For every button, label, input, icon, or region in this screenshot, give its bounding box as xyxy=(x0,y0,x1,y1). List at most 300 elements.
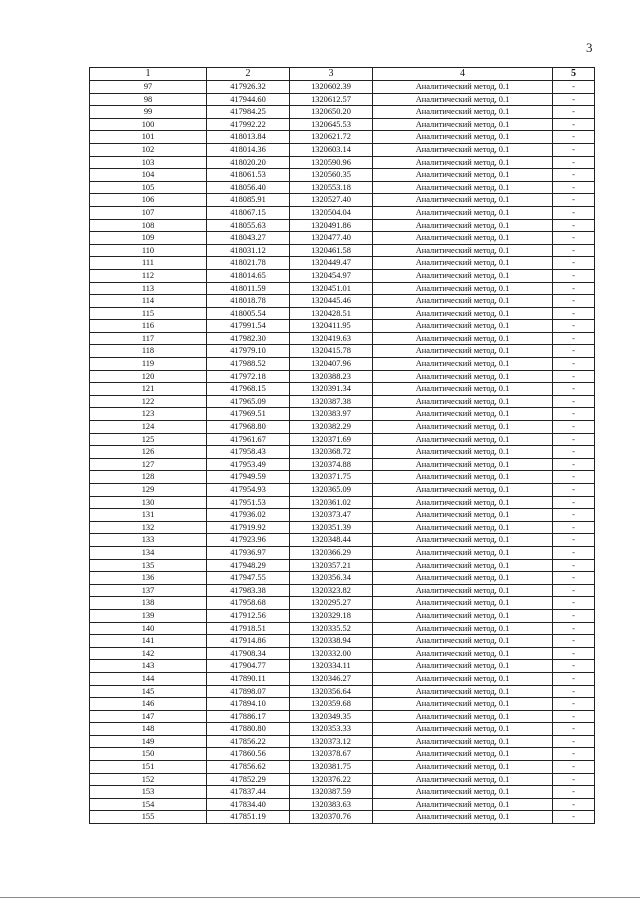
note-cell: - xyxy=(553,698,595,711)
method-cell: Аналитический метод, 0.1 xyxy=(373,332,553,345)
method-cell: Аналитический метод, 0.1 xyxy=(373,219,553,232)
method-cell: Аналитический метод, 0.1 xyxy=(373,345,553,358)
note-cell: - xyxy=(553,584,595,597)
x-coordinate-cell: 417919.92 xyxy=(207,521,290,534)
point-number-cell: 148 xyxy=(90,723,207,736)
table-row xyxy=(90,81,595,94)
method-cell: Аналитический метод, 0.1 xyxy=(373,484,553,497)
note-cell: - xyxy=(553,370,595,383)
note-cell: - xyxy=(553,484,595,497)
table-row xyxy=(90,609,595,622)
point-number-cell: 97 xyxy=(90,81,207,94)
note-cell: - xyxy=(553,206,595,219)
point-number-cell: 106 xyxy=(90,194,207,207)
note-cell: - xyxy=(553,295,595,308)
coordinates-table xyxy=(89,67,595,824)
point-number-cell: 149 xyxy=(90,735,207,748)
point-number-cell: 116 xyxy=(90,320,207,333)
method-cell: Аналитический метод, 0.1 xyxy=(373,672,553,685)
note-cell: - xyxy=(553,408,595,421)
note-cell: - xyxy=(553,609,595,622)
x-coordinate-cell: 418013.84 xyxy=(207,131,290,144)
x-coordinate-cell: 417979.10 xyxy=(207,345,290,358)
y-coordinate-cell: 1320323.82 xyxy=(290,584,373,597)
y-coordinate-cell: 1320491.86 xyxy=(290,219,373,232)
note-cell: - xyxy=(553,320,595,333)
x-coordinate-cell: 418018.78 xyxy=(207,295,290,308)
note-cell: - xyxy=(553,156,595,169)
y-coordinate-cell: 1320590.96 xyxy=(290,156,373,169)
note-cell: - xyxy=(553,358,595,371)
point-number-cell: 130 xyxy=(90,496,207,509)
point-number-cell: 103 xyxy=(90,156,207,169)
method-cell: Аналитический метод, 0.1 xyxy=(373,546,553,559)
table-row xyxy=(90,798,595,811)
x-coordinate-cell: 418014.36 xyxy=(207,143,290,156)
table-row xyxy=(90,471,595,484)
table-row xyxy=(90,735,595,748)
x-coordinate-cell: 417948.29 xyxy=(207,559,290,572)
method-cell: Аналитический метод, 0.1 xyxy=(373,685,553,698)
note-cell: - xyxy=(553,345,595,358)
note-cell: - xyxy=(553,710,595,723)
note-cell: - xyxy=(553,735,595,748)
point-number-cell: 126 xyxy=(90,446,207,459)
note-cell: - xyxy=(553,748,595,761)
y-coordinate-cell: 1320650.20 xyxy=(290,106,373,119)
point-number-cell: 112 xyxy=(90,269,207,282)
x-coordinate-cell: 417918.51 xyxy=(207,622,290,635)
note-cell: - xyxy=(553,433,595,446)
table-row xyxy=(90,295,595,308)
method-cell: Аналитический метод, 0.1 xyxy=(373,521,553,534)
y-coordinate-cell: 1320645.53 xyxy=(290,118,373,131)
table-row xyxy=(90,496,595,509)
y-coordinate-cell: 1320553.18 xyxy=(290,181,373,194)
note-cell: - xyxy=(553,798,595,811)
y-coordinate-cell: 1320445.46 xyxy=(290,295,373,308)
table-row xyxy=(90,332,595,345)
x-coordinate-cell: 417926.32 xyxy=(207,81,290,94)
x-coordinate-cell: 417912.56 xyxy=(207,609,290,622)
method-cell: Аналитический метод, 0.1 xyxy=(373,609,553,622)
table-row xyxy=(90,761,595,774)
y-coordinate-cell: 1320621.72 xyxy=(290,131,373,144)
method-cell: Аналитический метод, 0.1 xyxy=(373,559,553,572)
method-cell: Аналитический метод, 0.1 xyxy=(373,282,553,295)
table-row xyxy=(90,521,595,534)
table-row xyxy=(90,395,595,408)
x-coordinate-cell: 418011.59 xyxy=(207,282,290,295)
x-coordinate-cell: 418005.54 xyxy=(207,307,290,320)
method-cell: Аналитический метод, 0.1 xyxy=(373,458,553,471)
table-row xyxy=(90,370,595,383)
method-cell: Аналитический метод, 0.1 xyxy=(373,433,553,446)
point-number-cell: 113 xyxy=(90,282,207,295)
y-coordinate-cell: 1320451.01 xyxy=(290,282,373,295)
method-cell: Аналитический метод, 0.1 xyxy=(373,622,553,635)
x-coordinate-cell: 417860.56 xyxy=(207,748,290,761)
point-number-cell: 134 xyxy=(90,546,207,559)
x-coordinate-cell: 417944.60 xyxy=(207,93,290,106)
point-number-cell: 118 xyxy=(90,345,207,358)
note-cell: - xyxy=(553,458,595,471)
note-cell: - xyxy=(553,446,595,459)
table-row xyxy=(90,358,595,371)
x-coordinate-cell: 417965.09 xyxy=(207,395,290,408)
x-coordinate-cell: 417908.34 xyxy=(207,647,290,660)
y-coordinate-cell: 1320371.69 xyxy=(290,433,373,446)
note-cell: - xyxy=(553,269,595,282)
column-header-4: 4 xyxy=(373,68,553,81)
method-cell: Аналитический метод, 0.1 xyxy=(373,811,553,824)
table-row xyxy=(90,660,595,673)
point-number-cell: 110 xyxy=(90,244,207,257)
y-coordinate-cell: 1320382.29 xyxy=(290,421,373,434)
table-row xyxy=(90,194,595,207)
note-cell: - xyxy=(553,395,595,408)
method-cell: Аналитический метод, 0.1 xyxy=(373,534,553,547)
note-cell: - xyxy=(553,244,595,257)
table-body xyxy=(90,81,595,824)
method-cell: Аналитический метод, 0.1 xyxy=(373,358,553,371)
method-cell: Аналитический метод, 0.1 xyxy=(373,269,553,282)
x-coordinate-cell: 417982.30 xyxy=(207,332,290,345)
point-number-cell: 153 xyxy=(90,786,207,799)
column-header-1: 1 xyxy=(90,68,207,81)
y-coordinate-cell: 1320504.04 xyxy=(290,206,373,219)
table-row xyxy=(90,723,595,736)
method-cell: Аналитический метод, 0.1 xyxy=(373,395,553,408)
point-number-cell: 155 xyxy=(90,811,207,824)
note-cell: - xyxy=(553,622,595,635)
method-cell: Аналитический метод, 0.1 xyxy=(373,471,553,484)
x-coordinate-cell: 417837.44 xyxy=(207,786,290,799)
point-number-cell: 122 xyxy=(90,395,207,408)
note-cell: - xyxy=(553,143,595,156)
y-coordinate-cell: 1320419.63 xyxy=(290,332,373,345)
y-coordinate-cell: 1320332.00 xyxy=(290,647,373,660)
point-number-cell: 151 xyxy=(90,761,207,774)
y-coordinate-cell: 1320415.78 xyxy=(290,345,373,358)
y-coordinate-cell: 1320454.97 xyxy=(290,269,373,282)
point-number-cell: 140 xyxy=(90,622,207,635)
x-coordinate-cell: 418061.53 xyxy=(207,169,290,182)
table-row xyxy=(90,647,595,660)
note-cell: - xyxy=(553,219,595,232)
y-coordinate-cell: 1320335.52 xyxy=(290,622,373,635)
method-cell: Аналитический метод, 0.1 xyxy=(373,156,553,169)
point-number-cell: 129 xyxy=(90,484,207,497)
point-number-cell: 123 xyxy=(90,408,207,421)
point-number-cell: 152 xyxy=(90,773,207,786)
note-cell: - xyxy=(553,597,595,610)
x-coordinate-cell: 418021.78 xyxy=(207,257,290,270)
point-number-cell: 108 xyxy=(90,219,207,232)
method-cell: Аналитический метод, 0.1 xyxy=(373,370,553,383)
note-cell: - xyxy=(553,635,595,648)
x-coordinate-cell: 417954.93 xyxy=(207,484,290,497)
x-coordinate-cell: 417988.52 xyxy=(207,358,290,371)
point-number-cell: 107 xyxy=(90,206,207,219)
table-row xyxy=(90,786,595,799)
method-cell: Аналитический метод, 0.1 xyxy=(373,383,553,396)
table-header-row xyxy=(90,68,595,81)
note-cell: - xyxy=(553,647,595,660)
point-number-cell: 150 xyxy=(90,748,207,761)
table-row xyxy=(90,269,595,282)
method-cell: Аналитический метод, 0.1 xyxy=(373,597,553,610)
point-number-cell: 138 xyxy=(90,597,207,610)
method-cell: Аналитический метод, 0.1 xyxy=(373,572,553,585)
note-cell: - xyxy=(553,534,595,547)
method-cell: Аналитический метод, 0.1 xyxy=(373,421,553,434)
table-row xyxy=(90,206,595,219)
method-cell: Аналитический метод, 0.1 xyxy=(373,496,553,509)
note-cell: - xyxy=(553,118,595,131)
y-coordinate-cell: 1320387.38 xyxy=(290,395,373,408)
y-coordinate-cell: 1320374.88 xyxy=(290,458,373,471)
point-number-cell: 127 xyxy=(90,458,207,471)
y-coordinate-cell: 1320359.68 xyxy=(290,698,373,711)
y-coordinate-cell: 1320381.75 xyxy=(290,761,373,774)
method-cell: Аналитический метод, 0.1 xyxy=(373,307,553,320)
x-coordinate-cell: 417983.38 xyxy=(207,584,290,597)
y-coordinate-cell: 1320461.58 xyxy=(290,244,373,257)
point-number-cell: 136 xyxy=(90,572,207,585)
y-coordinate-cell: 1320353.33 xyxy=(290,723,373,736)
point-number-cell: 132 xyxy=(90,521,207,534)
table-row xyxy=(90,383,595,396)
x-coordinate-cell: 417951.53 xyxy=(207,496,290,509)
y-coordinate-cell: 1320383.97 xyxy=(290,408,373,421)
table-row xyxy=(90,408,595,421)
method-cell: Аналитический метод, 0.1 xyxy=(373,408,553,421)
table-row xyxy=(90,433,595,446)
method-cell: Аналитический метод, 0.1 xyxy=(373,194,553,207)
point-number-cell: 124 xyxy=(90,421,207,434)
y-coordinate-cell: 1320527.40 xyxy=(290,194,373,207)
y-coordinate-cell: 1320602.39 xyxy=(290,81,373,94)
method-cell: Аналитический метод, 0.1 xyxy=(373,143,553,156)
x-coordinate-cell: 417898.07 xyxy=(207,685,290,698)
x-coordinate-cell: 417991.54 xyxy=(207,320,290,333)
point-number-cell: 100 xyxy=(90,118,207,131)
point-number-cell: 99 xyxy=(90,106,207,119)
y-coordinate-cell: 1320361.02 xyxy=(290,496,373,509)
x-coordinate-cell: 417904.77 xyxy=(207,660,290,673)
table-row xyxy=(90,307,595,320)
point-number-cell: 135 xyxy=(90,559,207,572)
method-cell: Аналитический метод, 0.1 xyxy=(373,169,553,182)
x-coordinate-cell: 417958.68 xyxy=(207,597,290,610)
method-cell: Аналитический метод, 0.1 xyxy=(373,106,553,119)
y-coordinate-cell: 1320373.12 xyxy=(290,735,373,748)
x-coordinate-cell: 417936.02 xyxy=(207,509,290,522)
x-coordinate-cell: 417856.62 xyxy=(207,761,290,774)
y-coordinate-cell: 1320329.18 xyxy=(290,609,373,622)
table-row xyxy=(90,458,595,471)
note-cell: - xyxy=(553,81,595,94)
y-coordinate-cell: 1320338.94 xyxy=(290,635,373,648)
y-coordinate-cell: 1320391.34 xyxy=(290,383,373,396)
note-cell: - xyxy=(553,332,595,345)
note-cell: - xyxy=(553,131,595,144)
y-coordinate-cell: 1320366.29 xyxy=(290,546,373,559)
x-coordinate-cell: 418020.20 xyxy=(207,156,290,169)
point-number-cell: 154 xyxy=(90,798,207,811)
method-cell: Аналитический метод, 0.1 xyxy=(373,320,553,333)
y-coordinate-cell: 1320371.75 xyxy=(290,471,373,484)
method-cell: Аналитический метод, 0.1 xyxy=(373,660,553,673)
x-coordinate-cell: 417886.17 xyxy=(207,710,290,723)
table-row xyxy=(90,698,595,711)
y-coordinate-cell: 1320370.76 xyxy=(290,811,373,824)
table-row xyxy=(90,509,595,522)
table-row xyxy=(90,143,595,156)
table-row xyxy=(90,546,595,559)
x-coordinate-cell: 417949.59 xyxy=(207,471,290,484)
point-number-cell: 125 xyxy=(90,433,207,446)
note-cell: - xyxy=(553,509,595,522)
method-cell: Аналитический метод, 0.1 xyxy=(373,798,553,811)
point-number-cell: 117 xyxy=(90,332,207,345)
x-coordinate-cell: 417968.15 xyxy=(207,383,290,396)
x-coordinate-cell: 417834.40 xyxy=(207,798,290,811)
note-cell: - xyxy=(553,169,595,182)
y-coordinate-cell: 1320388.23 xyxy=(290,370,373,383)
y-coordinate-cell: 1320411.95 xyxy=(290,320,373,333)
x-coordinate-cell: 418014.65 xyxy=(207,269,290,282)
x-coordinate-cell: 418056.40 xyxy=(207,181,290,194)
table-row xyxy=(90,131,595,144)
note-cell: - xyxy=(553,811,595,824)
x-coordinate-cell: 417961.67 xyxy=(207,433,290,446)
y-coordinate-cell: 1320449.47 xyxy=(290,257,373,270)
x-coordinate-cell: 417914.86 xyxy=(207,635,290,648)
point-number-cell: 131 xyxy=(90,509,207,522)
column-header-5: 5 xyxy=(553,68,595,81)
table-row xyxy=(90,232,595,245)
note-cell: - xyxy=(553,181,595,194)
y-coordinate-cell: 1320346.27 xyxy=(290,672,373,685)
x-coordinate-cell: 417851.19 xyxy=(207,811,290,824)
point-number-cell: 119 xyxy=(90,358,207,371)
method-cell: Аналитический метод, 0.1 xyxy=(373,244,553,257)
x-coordinate-cell: 417890.11 xyxy=(207,672,290,685)
table-row xyxy=(90,534,595,547)
table-row xyxy=(90,93,595,106)
note-cell: - xyxy=(553,723,595,736)
table-row xyxy=(90,484,595,497)
point-number-cell: 120 xyxy=(90,370,207,383)
point-number-cell: 142 xyxy=(90,647,207,660)
table-row xyxy=(90,622,595,635)
note-cell: - xyxy=(553,572,595,585)
y-coordinate-cell: 1320373.47 xyxy=(290,509,373,522)
y-coordinate-cell: 1320334.11 xyxy=(290,660,373,673)
x-coordinate-cell: 417947.55 xyxy=(207,572,290,585)
point-number-cell: 105 xyxy=(90,181,207,194)
y-coordinate-cell: 1320376.22 xyxy=(290,773,373,786)
point-number-cell: 144 xyxy=(90,672,207,685)
x-coordinate-cell: 417992.22 xyxy=(207,118,290,131)
note-cell: - xyxy=(553,773,595,786)
x-coordinate-cell: 418031.12 xyxy=(207,244,290,257)
table-row xyxy=(90,572,595,585)
x-coordinate-cell: 418067.15 xyxy=(207,206,290,219)
method-cell: Аналитический метод, 0.1 xyxy=(373,295,553,308)
point-number-cell: 128 xyxy=(90,471,207,484)
x-coordinate-cell: 417958.43 xyxy=(207,446,290,459)
method-cell: Аналитический метод, 0.1 xyxy=(373,723,553,736)
method-cell: Аналитический метод, 0.1 xyxy=(373,584,553,597)
y-coordinate-cell: 1320477.40 xyxy=(290,232,373,245)
x-coordinate-cell: 418043.27 xyxy=(207,232,290,245)
point-number-cell: 98 xyxy=(90,93,207,106)
note-cell: - xyxy=(553,257,595,270)
y-coordinate-cell: 1320357.21 xyxy=(290,559,373,572)
note-cell: - xyxy=(553,546,595,559)
table-row xyxy=(90,597,595,610)
note-cell: - xyxy=(553,660,595,673)
method-cell: Аналитический метод, 0.1 xyxy=(373,773,553,786)
table-row xyxy=(90,748,595,761)
method-cell: Аналитический метод, 0.1 xyxy=(373,735,553,748)
note-cell: - xyxy=(553,496,595,509)
y-coordinate-cell: 1320428.51 xyxy=(290,307,373,320)
x-coordinate-cell: 417923.96 xyxy=(207,534,290,547)
note-cell: - xyxy=(553,471,595,484)
x-coordinate-cell: 418085.91 xyxy=(207,194,290,207)
note-cell: - xyxy=(553,761,595,774)
page-number: 3 xyxy=(586,40,593,55)
y-coordinate-cell: 1320378.67 xyxy=(290,748,373,761)
x-coordinate-cell: 417852.29 xyxy=(207,773,290,786)
table-row xyxy=(90,635,595,648)
table-row xyxy=(90,559,595,572)
table-row xyxy=(90,672,595,685)
note-cell: - xyxy=(553,194,595,207)
point-number-cell: 143 xyxy=(90,660,207,673)
y-coordinate-cell: 1320383.63 xyxy=(290,798,373,811)
y-coordinate-cell: 1320603.14 xyxy=(290,143,373,156)
table-row xyxy=(90,584,595,597)
table-row xyxy=(90,345,595,358)
y-coordinate-cell: 1320387.59 xyxy=(290,786,373,799)
note-cell: - xyxy=(553,93,595,106)
y-coordinate-cell: 1320368.72 xyxy=(290,446,373,459)
point-number-cell: 137 xyxy=(90,584,207,597)
point-number-cell: 147 xyxy=(90,710,207,723)
note-cell: - xyxy=(553,685,595,698)
y-coordinate-cell: 1320612.57 xyxy=(290,93,373,106)
table-row xyxy=(90,118,595,131)
table-row xyxy=(90,320,595,333)
method-cell: Аналитический метод, 0.1 xyxy=(373,509,553,522)
x-coordinate-cell: 417984.25 xyxy=(207,106,290,119)
table-row xyxy=(90,257,595,270)
page-bottom-edge xyxy=(0,897,640,898)
note-cell: - xyxy=(553,106,595,119)
y-coordinate-cell: 1320356.64 xyxy=(290,685,373,698)
x-coordinate-cell: 418055.63 xyxy=(207,219,290,232)
point-number-cell: 145 xyxy=(90,685,207,698)
point-number-cell: 109 xyxy=(90,232,207,245)
y-coordinate-cell: 1320295.27 xyxy=(290,597,373,610)
y-coordinate-cell: 1320349.35 xyxy=(290,710,373,723)
x-coordinate-cell: 417968.80 xyxy=(207,421,290,434)
